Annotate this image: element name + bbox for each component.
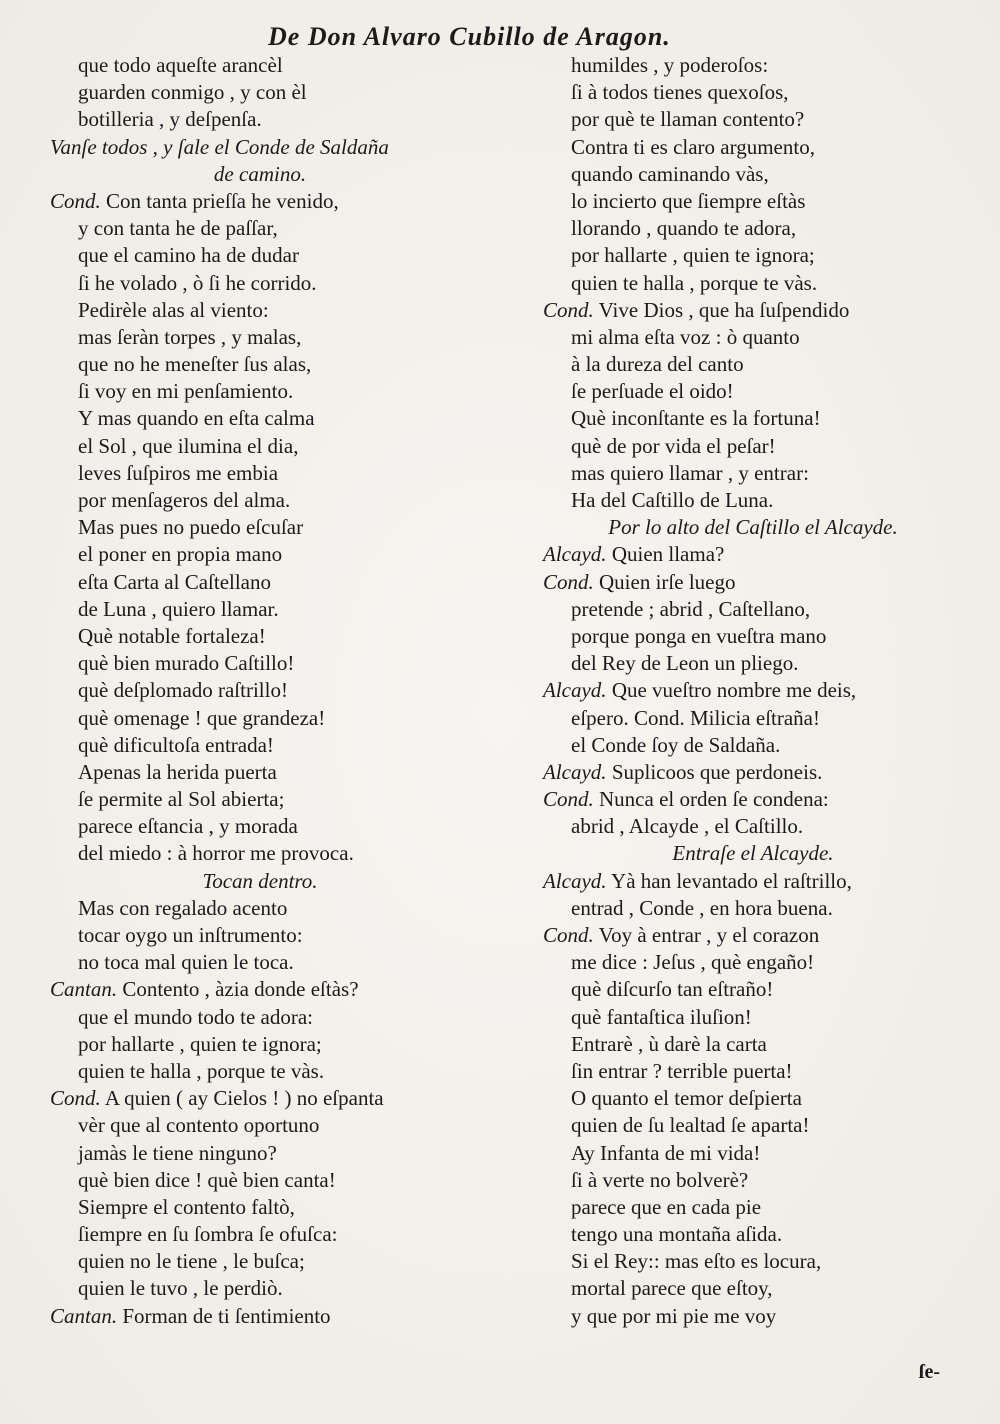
speaker-label: Cantan. (50, 977, 118, 1002)
verse-line: eſpero. Cond. Milicia eſtraña! (571, 705, 820, 730)
verse-line: ſi à verte no bolverè? (571, 1167, 749, 1192)
speech-text: Quien llama? (606, 542, 725, 567)
verse-line: ſi à todos tienes quexoſos, (571, 80, 789, 105)
verse-line: el poner en propia mano (78, 542, 283, 567)
verse-line: quien no le tiene , le buſca; (78, 1249, 305, 1274)
verse-line: Què notable fortaleza! (78, 623, 266, 648)
speech-line (543, 759, 963, 786)
verse-line: guarden conmigo , y con èl (78, 80, 307, 105)
verse-line: humildes , y poderoſos: (571, 53, 769, 77)
speaker-label: Cond. (50, 1086, 101, 1111)
verse-line: por hallarte , quien te ignora; (78, 1031, 322, 1056)
verse-line: por hallarte , quien te ignora; (571, 243, 815, 268)
speech-text: Que vueſtro nombre me deis, (606, 678, 857, 703)
speaker-label: Alcayd. (543, 542, 607, 567)
speech-text: A quien ( ay Cielos ! ) no eſpanta (100, 1086, 384, 1111)
stage-direction: de camino. (213, 161, 307, 186)
verse-line: botilleria , y deſpenſa. (78, 107, 262, 132)
verse-line: Mas con regalado acento (78, 895, 288, 920)
speech-text: Voy à entrar , y el corazon (593, 923, 820, 947)
verse-line: pretende ; abrid , Caſtellano, (571, 596, 811, 621)
speaker-label: Cond. (543, 569, 594, 594)
verse-line: Si el Rey:: mas eſto es locura, (571, 1249, 822, 1274)
verse-line: del miedo : à horror me provoca. (78, 841, 354, 866)
verse-line: ſin entrar ? terrible puerta! (571, 1058, 793, 1083)
speech-text: Nunca el orden ſe condena: (593, 787, 829, 812)
verse-line: què omenage ! que grandeza! (78, 705, 326, 730)
verse-line: que el mundo todo te adora: (78, 1004, 314, 1029)
verse-line: y que por mi pie me voy (571, 1303, 777, 1328)
verse-line: Entrarè , ù darè la carta (571, 1031, 767, 1056)
verse-line: de Luna , quiero llamar. (78, 596, 279, 621)
verse-line: eſta Carta al Caſtellano (78, 569, 271, 594)
verse-line: porque ponga en vueſtra mano (571, 623, 827, 648)
speaker-label: Alcayd. (543, 759, 607, 784)
verse-line: Ha del Caſtillo de Luna. (571, 488, 774, 512)
verse-line: entrad , Conde , en hora buena. (571, 895, 833, 920)
verse-line: Pedirèle alas al viento: (78, 297, 269, 322)
speech-text: Contento , àzia donde eſtàs? (117, 977, 359, 1002)
verse-line: Ay Infanta de mi vida! (571, 1140, 761, 1165)
verse-line: que todo aqueſte arancèl (78, 53, 283, 77)
speech-line (543, 922, 963, 949)
verse-line: mortal parece que eſtoy, (571, 1276, 773, 1301)
speech-text: Suplicoos que perdoneis. (606, 759, 823, 784)
speech-line (50, 1085, 470, 1112)
verse-line: O quanto el temor deſpierta (571, 1086, 802, 1111)
speech-line (50, 976, 470, 1003)
speech-text: Quien irſe luego (593, 569, 736, 594)
speaker-label: Cond. (50, 188, 101, 213)
catchword: ſe- (918, 1361, 940, 1383)
verse-line: el Conde ſoy de Saldaña. (571, 732, 781, 757)
verse-line: quien le tuvo , le perdiò. (78, 1276, 283, 1301)
verse-line: ſi he volado , ò ſi he corrido. (78, 270, 317, 295)
verse-line: quien te halla , porque te vàs. (78, 1058, 325, 1083)
verse-line: no toca mal quien le toca. (78, 950, 294, 975)
right-text-column (543, 52, 963, 1330)
verse-line: parece que en cada pie (571, 1194, 762, 1219)
stage-direction: Vanſe todos , y ſale el Conde de Saldaña (50, 134, 389, 159)
verse-line: Y mas quando en eſta calma (78, 406, 315, 431)
verse-line: quien te halla , porque te vàs. (571, 270, 818, 295)
verse-line: Siempre el contento faltò, (78, 1194, 295, 1219)
verse-line: à la dureza del canto (571, 352, 744, 377)
speech-text: Vive Dios , que ha ſuſpendido (593, 297, 850, 322)
verse-line: leves ſuſpiros me embia (78, 460, 279, 485)
verse-line: Contra ti es claro argumento, (571, 134, 815, 159)
verse-line: me dice : Jeſus , què engaño! (571, 950, 815, 975)
speech-line (50, 1303, 470, 1330)
verse-line: què bien dice ! què bien canta! (78, 1167, 336, 1192)
verse-line: del Rey de Leon un pliego. (571, 651, 799, 676)
speaker-label: Cond. (543, 923, 594, 947)
verse-line: abrid , Alcayde , el Caſtillo. (571, 814, 804, 839)
verse-line: y con tanta he de paſſar, (78, 216, 278, 241)
verse-line: quando caminando vàs, (571, 161, 769, 186)
verse-line: què de por vida el peſar! (571, 433, 776, 458)
verse-line: tengo una montaña aſida. (571, 1222, 783, 1247)
verse-line: ſe permite al Sol abierta; (78, 787, 285, 812)
speech-line (543, 297, 963, 324)
verse-line: jamàs le tiene ninguno? (78, 1140, 277, 1165)
speech-line (543, 786, 963, 813)
verse-line: Mas pues no puedo eſcuſar (78, 515, 304, 540)
left-text-column (50, 52, 470, 1330)
verse-line: llorando , quando te adora, (571, 216, 797, 241)
speech-line (543, 677, 963, 704)
stage-direction: Tocan dentro. (202, 868, 318, 893)
verse-line: tocar oygo un inſtrumento: (78, 923, 303, 947)
verse-line: ſiempre en ſu ſombra ſe ofuſca: (78, 1222, 338, 1247)
running-title: De Don Alvaro Cubillo de Aragon. (268, 22, 671, 51)
verse-line: ſe perſuade el oido! (571, 379, 734, 404)
speaker-label: Cond. (543, 787, 594, 812)
verse-line: mi alma eſta voz : ò quanto (571, 324, 800, 349)
verse-line: què bien murado Caſtillo! (78, 651, 295, 676)
verse-line: què dificultoſa entrada! (78, 732, 274, 757)
verse-line: parece eſtancia , y morada (78, 814, 298, 839)
verse-line: que no he meneſter ſus alas, (78, 352, 312, 377)
speech-line (543, 868, 963, 895)
verse-line: Què inconſtante es la fortuna! (571, 406, 821, 431)
verse-line: mas ſeràn torpes , y malas, (78, 324, 302, 349)
stage-direction: Por lo alto del Caſtillo el Alcayde. (608, 515, 898, 540)
verse-line: Apenas la herida puerta (78, 759, 277, 784)
verse-line: què diſcurſo tan eſtraño! (571, 977, 774, 1002)
verse-line: el Sol , que ilumina el dia, (78, 433, 299, 458)
verse-line: què deſplomado raſtrillo! (78, 678, 288, 703)
speech-line (50, 188, 470, 215)
speaker-label: Cond. (543, 297, 594, 322)
speech-text: Yà han levantado el raſtrillo, (606, 868, 852, 893)
speech-line (543, 541, 963, 568)
verse-line: vèr que al contento oportuno (78, 1113, 320, 1138)
verse-line: por què te llaman contento? (571, 107, 805, 132)
speaker-label: Alcayd. (543, 678, 607, 703)
stage-direction: Entraſe el Alcayde. (672, 841, 834, 866)
verse-line: què fantaſtica iluſion! (571, 1004, 752, 1029)
speaker-label: Cantan. (50, 1303, 118, 1328)
verse-line: por menſageros del alma. (78, 488, 291, 512)
verse-line: lo incierto que ſiempre eſtàs (571, 188, 806, 213)
speech-text: Forman de ti ſentimiento (117, 1303, 331, 1328)
speech-line (543, 569, 963, 596)
speaker-label: Alcayd. (543, 868, 607, 893)
verse-line: que el camino ha de dudar (78, 243, 299, 268)
verse-line: quien de ſu lealtad ſe aparta! (571, 1113, 810, 1138)
speech-text: Con tanta prieſſa he venido, (100, 188, 339, 213)
verse-line: mas quiero llamar , y entrar: (571, 460, 809, 485)
verse-line: ſi voy en mi penſamiento. (78, 379, 294, 404)
